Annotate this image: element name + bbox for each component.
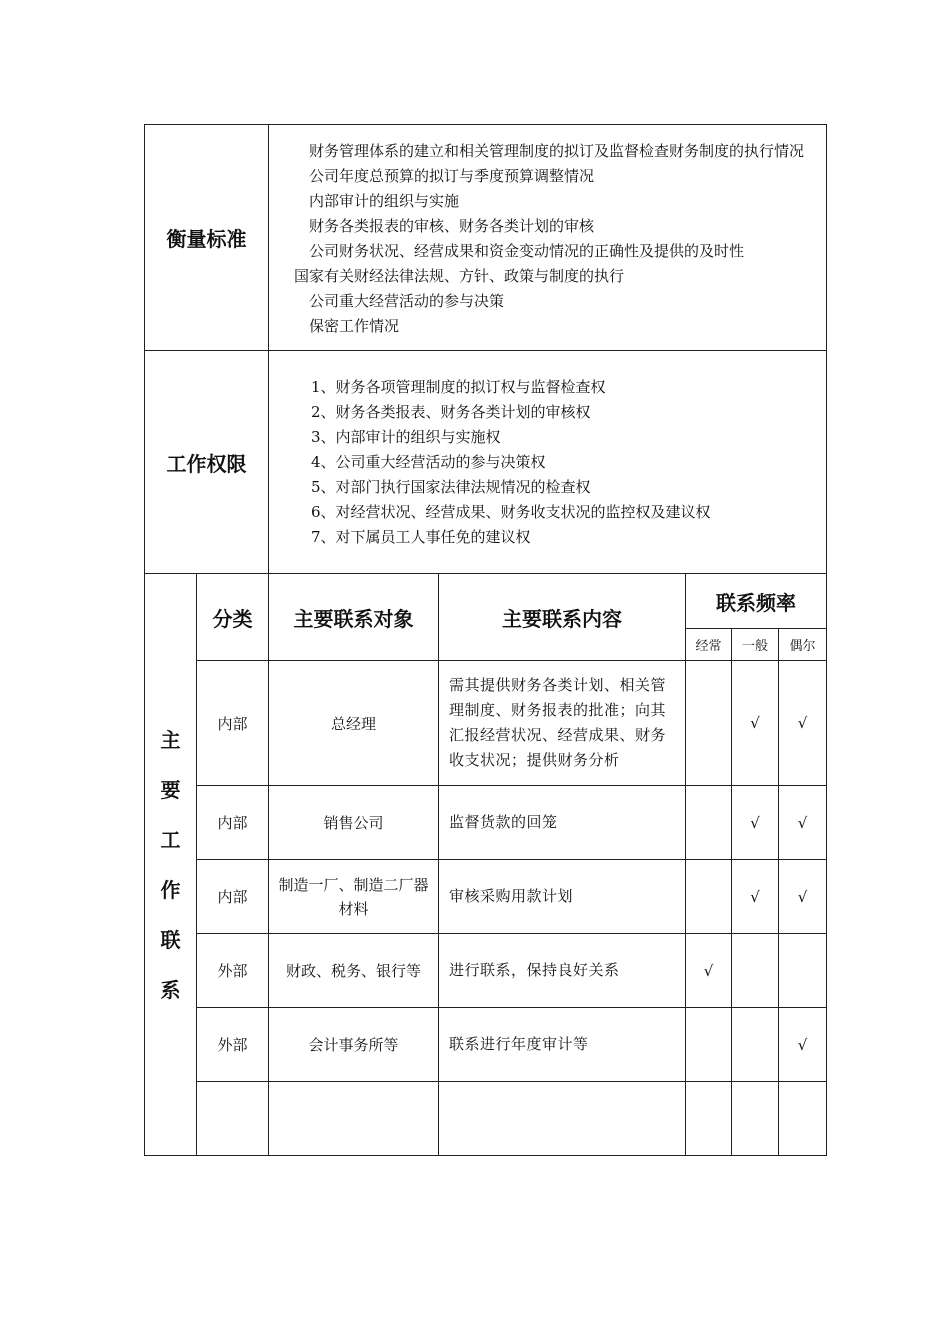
relation-target: 会计事务所等 <box>269 1008 439 1082</box>
relation-category: 内部 <box>197 860 269 934</box>
relation-freq-seldom <box>779 934 827 1008</box>
relations-label-char: 主 <box>160 727 181 752</box>
relation-freq-normal: √ <box>732 786 779 860</box>
standards-item: 公司重大经营活动的参与决策 <box>309 291 505 310</box>
relation-row <box>145 860 827 934</box>
standards-item: 公司财务状况、经营成果和资金变动情况的正确性及提供的及时性 <box>309 241 745 260</box>
relation-freq-seldom <box>779 1082 827 1156</box>
relation-freq-seldom: √ <box>779 661 827 786</box>
relation-freq-normal <box>732 934 779 1008</box>
standards-content <box>269 125 827 351</box>
relation-content <box>439 1082 686 1156</box>
relation-row <box>145 934 827 1008</box>
relations-label <box>145 574 197 1156</box>
header-freq-often: 经常 <box>686 629 732 661</box>
header-freq-seldom: 偶尔 <box>779 629 827 661</box>
authority-item: 4、公司重大经营活动的参与决策权 <box>311 452 546 471</box>
relation-category: 内部 <box>197 786 269 860</box>
header-content: 主要联系内容 <box>439 574 686 661</box>
relation-category: 外部 <box>197 934 269 1008</box>
relation-freq-often <box>686 1082 732 1156</box>
relation-freq-normal <box>732 1082 779 1156</box>
relation-content: 监督货款的回笼 <box>439 786 686 860</box>
relation-freq-seldom: √ <box>779 786 827 860</box>
standards-item: 财务管理体系的建立和相关管理制度的拟订及监督检查财务制度的执行情况 <box>309 141 805 160</box>
standards-row <box>145 125 827 351</box>
standards-item: 财务各类报表的审核、财务各类计划的审核 <box>309 216 595 235</box>
authority-item: 3、内部审计的组织与实施权 <box>311 427 501 446</box>
relation-category <box>197 1082 269 1156</box>
relation-category: 内部 <box>197 661 269 786</box>
authority-item: 6、对经营状况、经营成果、财务收支状况的监控权及建议权 <box>311 502 711 521</box>
standards-item: 国家有关财经法律法规、方针、政策与制度的执行 <box>294 266 625 285</box>
relation-row <box>145 786 827 860</box>
authority-row <box>145 351 827 574</box>
header-frequency: 联系频率 <box>686 574 827 629</box>
standards-item: 内部审计的组织与实施 <box>309 191 460 210</box>
header-target: 主要联系对象 <box>269 574 439 661</box>
relation-row <box>145 1082 827 1156</box>
relation-content: 审核采购用款计划 <box>439 860 686 934</box>
relation-row <box>145 1008 827 1082</box>
relation-content: 进行联系，保持良好关系 <box>439 934 686 1008</box>
relation-freq-often: √ <box>686 934 732 1008</box>
authority-item: 1、财务各项管理制度的拟订权与监督检查权 <box>311 377 606 396</box>
relations-label-char: 联 <box>160 927 181 952</box>
relation-freq-often <box>686 1008 732 1082</box>
relation-freq-seldom: √ <box>779 1008 827 1082</box>
relations-label-char: 工 <box>160 827 181 852</box>
relation-freq-normal: √ <box>732 661 779 786</box>
authority-label: 工作权限 <box>145 351 269 574</box>
relation-freq-seldom: √ <box>779 860 827 934</box>
relation-freq-often <box>686 661 732 786</box>
relation-freq-normal <box>732 1008 779 1082</box>
header-freq-normal: 一般 <box>732 629 779 661</box>
relation-target <box>269 1082 439 1156</box>
relation-content: 需其提供财务各类计划、相关管理制度、财务报表的批准；向其汇报经营状况、经营成果、财务收支状况；提供财务分析 <box>439 661 686 786</box>
authority-item: 2、财务各类报表、财务各类计划的审核权 <box>311 402 591 421</box>
relation-target: 销售公司 <box>269 786 439 860</box>
authority-item: 7、对下属员工人事任免的建议权 <box>311 527 531 546</box>
relation-target: 制造一厂、制造二厂器材料 <box>269 860 439 934</box>
authority-content <box>269 351 827 574</box>
relations-label-char: 要 <box>160 777 181 802</box>
relation-target: 财政、税务、银行等 <box>269 934 439 1008</box>
job-description-table <box>144 124 827 1156</box>
relation-freq-often <box>686 860 732 934</box>
relations-label-char: 作 <box>160 877 181 902</box>
relations-header-row <box>145 574 827 629</box>
job-description-table-wrapper <box>144 124 826 1156</box>
standards-item: 公司年度总预算的拟订与季度预算调整情况 <box>309 166 595 185</box>
relation-content: 联系进行年度审计等 <box>439 1008 686 1082</box>
relation-freq-normal: √ <box>732 860 779 934</box>
relation-target: 总经理 <box>269 661 439 786</box>
authority-item: 5、对部门执行国家法律法规情况的检查权 <box>311 477 591 496</box>
standards-item: 保密工作情况 <box>309 316 400 335</box>
relations-label-char: 系 <box>160 977 181 1002</box>
relation-freq-often <box>686 786 732 860</box>
relation-row <box>145 661 827 786</box>
relation-category: 外部 <box>197 1008 269 1082</box>
header-category: 分类 <box>197 574 269 661</box>
standards-label: 衡量标准 <box>145 125 269 351</box>
